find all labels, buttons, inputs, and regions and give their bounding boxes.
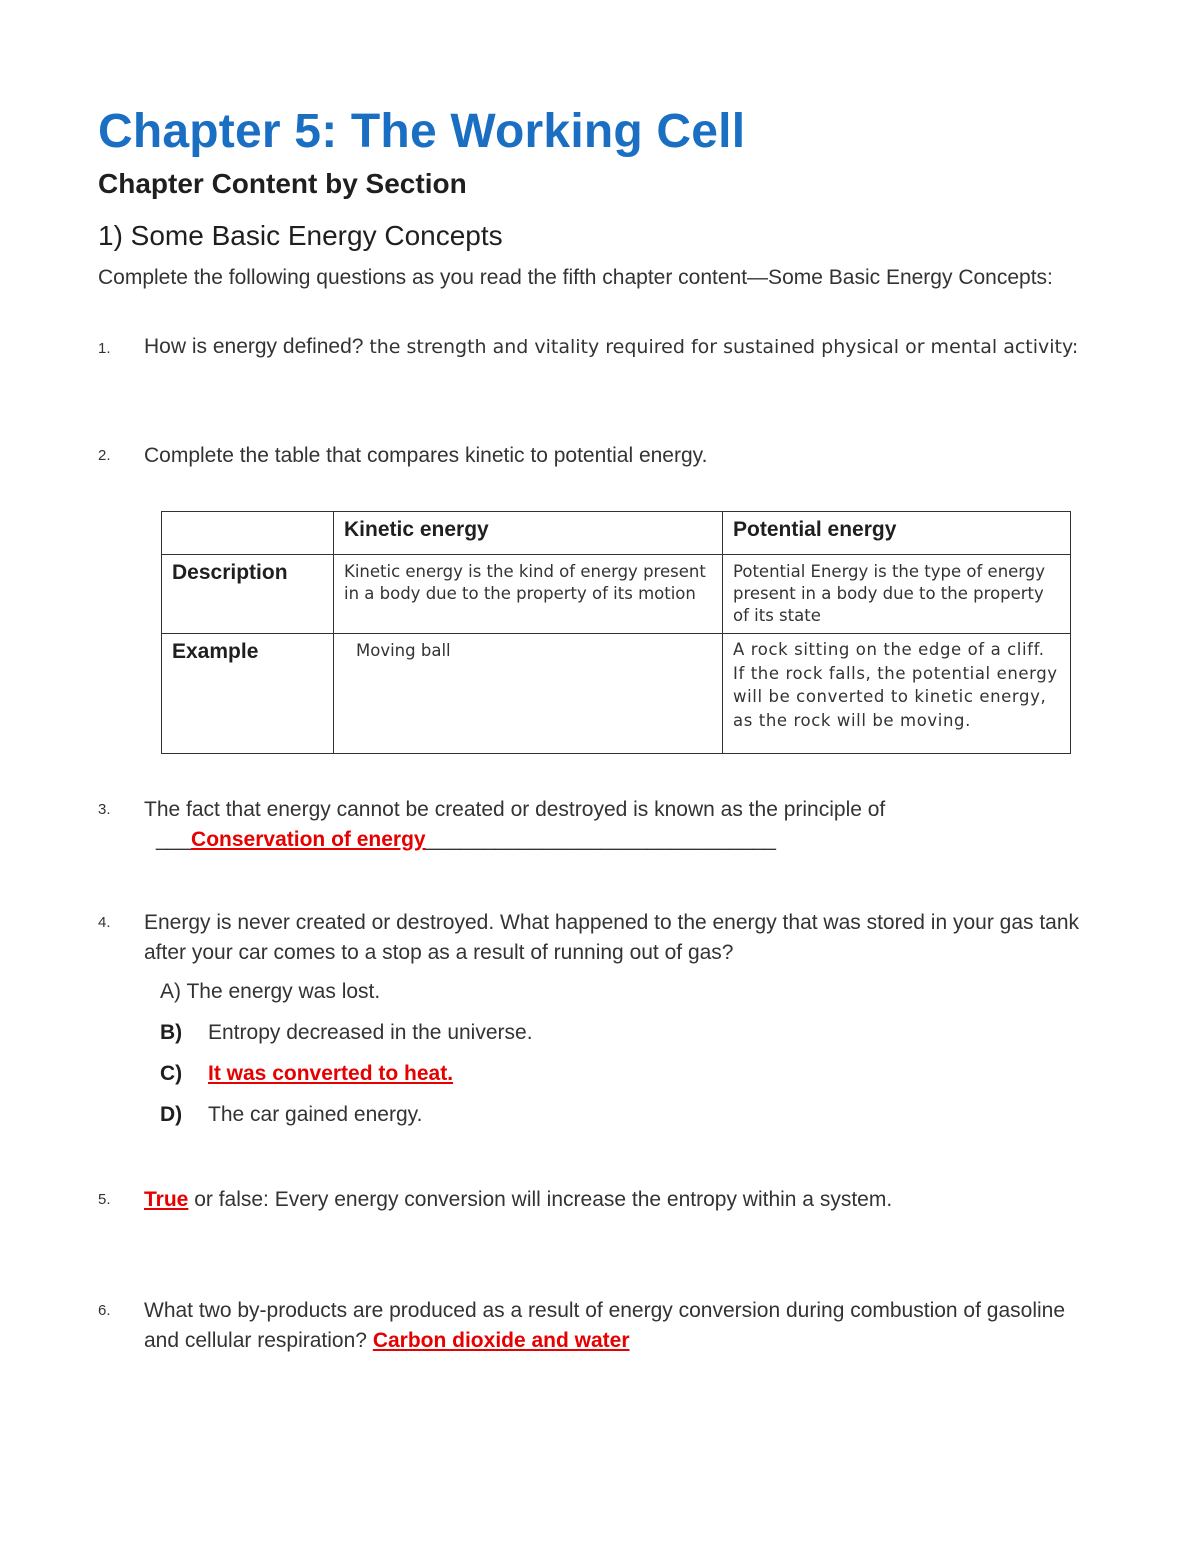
table-cell: Moving ball xyxy=(334,634,723,754)
blank-line: ___ xyxy=(156,828,192,851)
page-subtitle: Chapter Content by Section xyxy=(98,168,467,199)
question-5 xyxy=(144,1185,1094,1215)
table-header-cell: Potential energy xyxy=(723,512,1071,555)
table-header-cell: Kinetic energy xyxy=(334,512,723,555)
answer-text: It was converted to heat. xyxy=(208,1062,454,1085)
question-3 xyxy=(144,795,1094,855)
question-number: 5. xyxy=(98,1191,111,1208)
question-number: 3. xyxy=(98,801,111,818)
intro-text: Complete the following questions as you read the fifth chapter content—Some Basic Energy Concepts: xyxy=(98,266,1053,289)
table-header-row xyxy=(162,512,1071,555)
option-a: A) The energy was lost. xyxy=(160,980,381,1003)
table-row xyxy=(162,555,1071,634)
option-letter: B) xyxy=(160,1021,183,1044)
option-letter: D) xyxy=(160,1103,183,1126)
question-number: 6. xyxy=(98,1302,111,1319)
table-cell: Potential Energy is the type of energy present in a body due to the property of its state xyxy=(723,555,1071,634)
question-6 xyxy=(144,1296,1094,1356)
question-text: What two by-products are produced as a result of energy conversion during combustion of gasoline and cellular respiration? xyxy=(144,1299,1066,1352)
question-text: or false: Every energy conversion will increase the entropy within a system. xyxy=(188,1188,893,1211)
option-letter: C) xyxy=(160,1062,183,1085)
blank-line: ______________________________ xyxy=(425,828,776,851)
answer-text: Carbon dioxide and water xyxy=(372,1329,630,1352)
option-text: Entropy decreased in the universe. xyxy=(208,1021,533,1044)
question-number: 4. xyxy=(98,914,111,931)
section-heading: 1) Some Basic Energy Concepts xyxy=(98,220,503,251)
option-b xyxy=(160,1021,533,1045)
question-2: Complete the table that compares kinetic to potential energy. xyxy=(144,444,708,467)
row-label: Example xyxy=(162,634,334,754)
table-header-cell xyxy=(162,512,334,555)
page-title: Chapter 5: The Working Cell xyxy=(98,105,746,158)
answer-text: Conservation of energy xyxy=(191,828,426,851)
question-number: 1. xyxy=(98,340,111,357)
table-cell: Kinetic energy is the kind of energy present in a body due to the property of its motion xyxy=(334,555,723,634)
option-d xyxy=(160,1103,422,1127)
question-4: Energy is never created or destroyed. What happened to the energy that was stored in your gas tank after your car comes to a stop as a result of running out of gas? xyxy=(144,911,1080,964)
question-text: The fact that energy cannot be created or destroyed is known as the principle of xyxy=(144,798,886,821)
answer-text: True xyxy=(144,1188,189,1211)
row-label: Description xyxy=(162,555,334,634)
option-c xyxy=(160,1062,453,1086)
answer-text: the strength and vitality required for sustained physical or mental activity: xyxy=(369,336,1079,358)
table-row xyxy=(162,634,1071,754)
question-text: How is energy defined? xyxy=(144,335,364,358)
question-number: 2. xyxy=(98,447,111,464)
table-cell: A rock sitting on the edge of a cliff. If the rock falls, the potential energy will be converted to kinetic energy, as the rock will be moving. xyxy=(723,634,1071,754)
question-1 xyxy=(144,334,1094,360)
option-text: The car gained energy. xyxy=(208,1103,423,1126)
energy-comparison-table xyxy=(161,511,1071,754)
